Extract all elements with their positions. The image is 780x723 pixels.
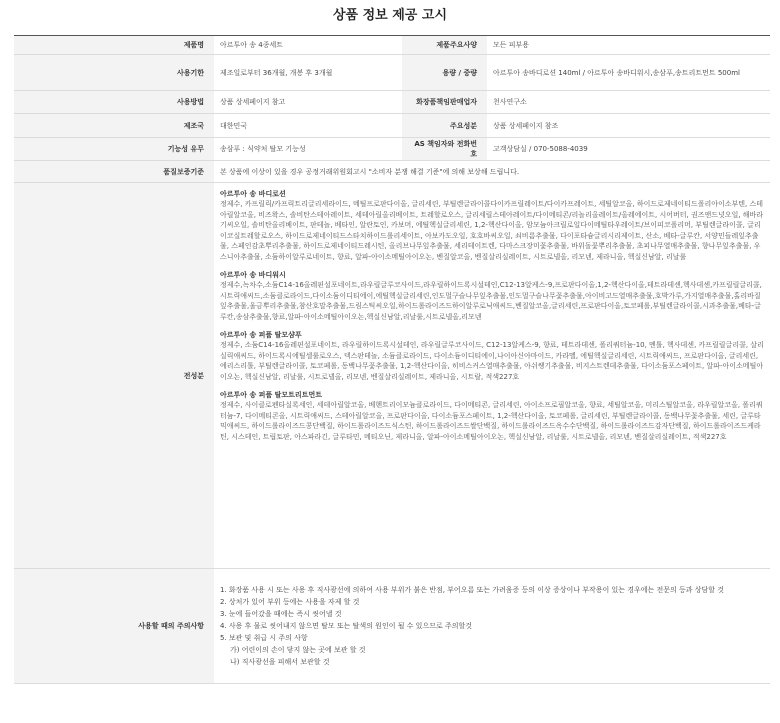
table-row — [14, 36, 770, 55]
row-value: 모든 피부용 — [487, 36, 770, 55]
row-label: 제품주요사양 — [402, 36, 487, 55]
ingredient-section-title: 아르투아 송 퍼퓸 탈모샴푸 — [220, 331, 302, 339]
table-row — [14, 55, 770, 91]
row-label: 사용방법 — [14, 91, 214, 114]
page-title: 상품 정보 제공 고시 — [332, 8, 448, 23]
caution-label: 사용할 때의 주의사항 — [14, 569, 214, 684]
table-row — [14, 114, 770, 138]
ingredient-section-title: 아르투아 송 퍼퓸 탈모트리트먼트 — [220, 391, 322, 399]
warranty-label: 품질보증기준 — [14, 161, 214, 183]
caution-item: 2. 상처가 있어 부위 등에는 사용을 자제 할 것 — [220, 598, 360, 606]
ingredient-section — [220, 330, 764, 382]
row-label: 제조국 — [14, 114, 214, 138]
row-value: 아르투아 송바디로션 140ml / 아르투아 송바디워시,송삼푸,송트리트먼트 500ml — [487, 55, 770, 91]
row-value: 상품 상세페이지 참고 — [214, 91, 402, 114]
table-row — [14, 138, 770, 161]
product-info-table — [14, 35, 770, 684]
ingredients-content — [214, 183, 770, 569]
row-value: 아르투아 송 4종세트 — [214, 36, 402, 55]
row-value: 제조일로부터 36개월, 개봉 후 3개월 — [214, 55, 402, 91]
row-label: 기능성 유무 — [14, 138, 214, 161]
ingredient-section-body: 정제수, 소듐C14-16올레핀설포네이트, 라우릴하이드록시설테인, 라우릴글루코사이드, C12-13알케스-9, 향료, 테트라데센, 폴리쿼터늄-10, 멘톨, 헥사데센, 카프릴릴글리콜, 살리실릭애씨드, 하이드록시에틸셀룰로오스, 덱스판테놀, 소듐클로라이드, 다이소듐이디티에이,나이아신아마이드, 카라멜, 에틸헥실글리세린, 시트릭애씨드, 프로판다이올, 글리세린, 에리스리톨, 부틸렌글라이콜, 토코페롤, 동백나무꽃추출물, 1,2-헥산다이올, 히비스커스열매추출물, 아쉬쌩기추출물, 비지스트렌데추출물, 다이소듐포스페이트, 알파-아이소메틸아이오논, 헥실신남알, 리날룰, 시트로넬올, 리모넨, 벤질살리실레이트, 제라니올, 시트랄, 적색227호 — [220, 341, 764, 381]
ingredient-section — [220, 390, 764, 442]
table-row — [14, 161, 770, 183]
row-label: AS 책임자와 전화번호 — [402, 138, 487, 161]
caution-sub-item: 나) 직사광선을 피해서 보관할 것 — [230, 658, 330, 666]
ingredient-section — [220, 189, 764, 262]
caution-content — [214, 569, 770, 684]
row-label: 주요성분 — [402, 114, 487, 138]
table-row — [14, 91, 770, 114]
row-value: 천사연구소 — [487, 91, 770, 114]
row-value: 고객상담실 / 070-5088-4039 — [487, 138, 770, 161]
row-label: 사용기한 — [14, 55, 214, 91]
ingredients-label: 전성분 — [14, 183, 214, 569]
product-info-notice — [0, 2, 780, 723]
row-value: 상품 상세페이지 참조 — [487, 114, 770, 138]
ingredient-section — [220, 270, 764, 322]
table-row — [14, 569, 770, 684]
caution-item: 4. 사용 후 물로 씻어내지 않으면 탈모 또는 탈색의 원인이 될 수 있으므로 주의할것 — [220, 622, 472, 630]
ingredient-section-title: 아르투아 송 바디워시 — [220, 271, 286, 279]
warranty-value: 본 상품에 이상이 있을 경우 공정거래위원회고시 "소비자 분쟁 해결 기준"에 의해 보상해 드립니다. — [214, 161, 770, 183]
caution-item: 5. 보관 및 취급 시 주의 사항 — [220, 634, 308, 642]
ingredient-section-body: 정제수,녹차수,소듐C14-16올레핀설포네이트,라우릴글루코사이드,라우릴하이드록시설테인,C12-13알케스-9,프로판다이올,1,2-헥산다이올,테트라데센,헥사데센,카프릴릴글리콜,시트릭애씨드,소듐클로라이드,다이소듐이디티에이,에틸헥실글리세린,인도멀구슬나무잎추출물,인도멀구슬나무꽃추출물,아이비고드열매추출물,호박가루,가지열매추출물,홀리바질잎추출물,울금뿌리추출물,참산호말추출물,드림스틱씨오일,하이드롤라이즈드하이알루로닉애씨드,벤질알코올,글리세린,프로판다이올,토코페롤,부틸렌글라이콜,시과추출물,베타-글루칸,송삼추출물,향료,알파-아이소메틸아이오논,헥실신남알,리날룰,시트로넬올,리모넨 — [220, 281, 762, 321]
ingredient-section-body: 정제수, 사이클로펜타실록세인, 세테아릴알코올, 베헨트리이모늄클로라이드, 다이메티콘, 글리세린, 아이소프로필알코올, 향료, 세틸알코올, 미리스틸알코올, 라우릴알코올, 폴리쿼터늄-7, 다이메티콘올, 시트릭애씨드, 스테아릴알코올, 프로판다이올, 다이소듐포스페이트, 1,2-헥산다이올, 토코페롤, 글리세린, 부틸렌글라이콜, 동백나무꽃추출물, 세린, 글루타믹애씨드, 하이드롤라이즈드콩단백질, 하이드롤라이즈드식스틴, 하이드롤라이즈드쌀단백질, 하이드롤라이즈드옥수수단백질, 하이드롤라이즈드감자단백질, 하이드롤라이즈드케라틴, 시스테인, 트립토판, 아스파라긴, 글루타민, 메티오닌, 제라니올, 알파-아이소메틸아이오논, 헥실신남알, 리날룰, 시트로넬올, 리모넨, 벤질살리실레이트, 적색227호 — [220, 401, 763, 441]
ingredient-section-body: 정제수, 카프릴릭/카프릭트리글리세라이드, 메틸프로판다이올, 글리세린, 부틸렌글라이콜다이카프릴레이트/다이카프레이트, 세틸알코올, 하이드로제네이티드폴리아이소부텐, 스테아릴알코올, 비즈왁스, 솔비탄스테아레이트, 세테아릴올리베이트, 트레할로오스, 글리세릴스테아레이트/다이메티콘/리놀리올레이트/올레에이트, 시어버터, 권즈앤드넛오일, 해바라기씨오일, 솔비탄올리베이트, 판테놀, 베타인, 알란토인, 카보머, 에틸헥실글리세린, 1,2-헥산다이올, 암모늄아크릴로일다이메틸타우레이트/브이피코폴리머, 부틸렌글라이콜, 글리이코실트레할로오스, 하이드로제네이티드스타치하이드롤리세이트, 아보카도오일, 호호바씨오일, 쇠비름추출물, 다이포타슘글리시리제이트, 산소, 베타-글루칸, 서양민들레잎추출물, 스페인감초뿌리추출물, 하이드로제네이티드레시틴, 올리브나무잎추출물, 세리테이트렌, 다마스크장미꽃추출물, 바위돌꽃뿌리추출물, 초피나무열매추출물, 향나무잎추출물, 우스니아추출물, 소듐하이알루로네이트, 향료, 알파-아이소메틸아이오논, 벤질알코올, 벤질살리실레이트, 시트로넬올, 리모넨, 제라니올, 헥실신남알, 리날룰 — [220, 200, 764, 261]
caution-item: 3. 눈에 들어갔을 때에는 즉시 씻어낼 것 — [220, 610, 342, 618]
caution-item: 1. 화장품 사용 시 또는 사용 후 직사광선에 의하여 사용 부위가 붉은 반점, 부어오름 또는 가려움증 등의 이상 증상이나 부작용이 있는 경우에는 전문의 등과 상담할 것 — [220, 586, 725, 594]
row-value: 송삼푸 : 식약처 탈모 기능성 — [214, 138, 402, 161]
row-label: 용량 / 중량 — [402, 55, 487, 91]
caution-sub-item: 가) 어린이의 손이 닿지 않는 곳에 보관 할 것 — [230, 646, 366, 654]
row-value: 대한민국 — [214, 114, 402, 138]
row-label: 화장품책임판매업자 — [402, 91, 487, 114]
table-row — [14, 183, 770, 569]
ingredient-section-title: 아르투아 송 바디로션 — [220, 190, 286, 198]
row-label: 제품명 — [14, 36, 214, 55]
